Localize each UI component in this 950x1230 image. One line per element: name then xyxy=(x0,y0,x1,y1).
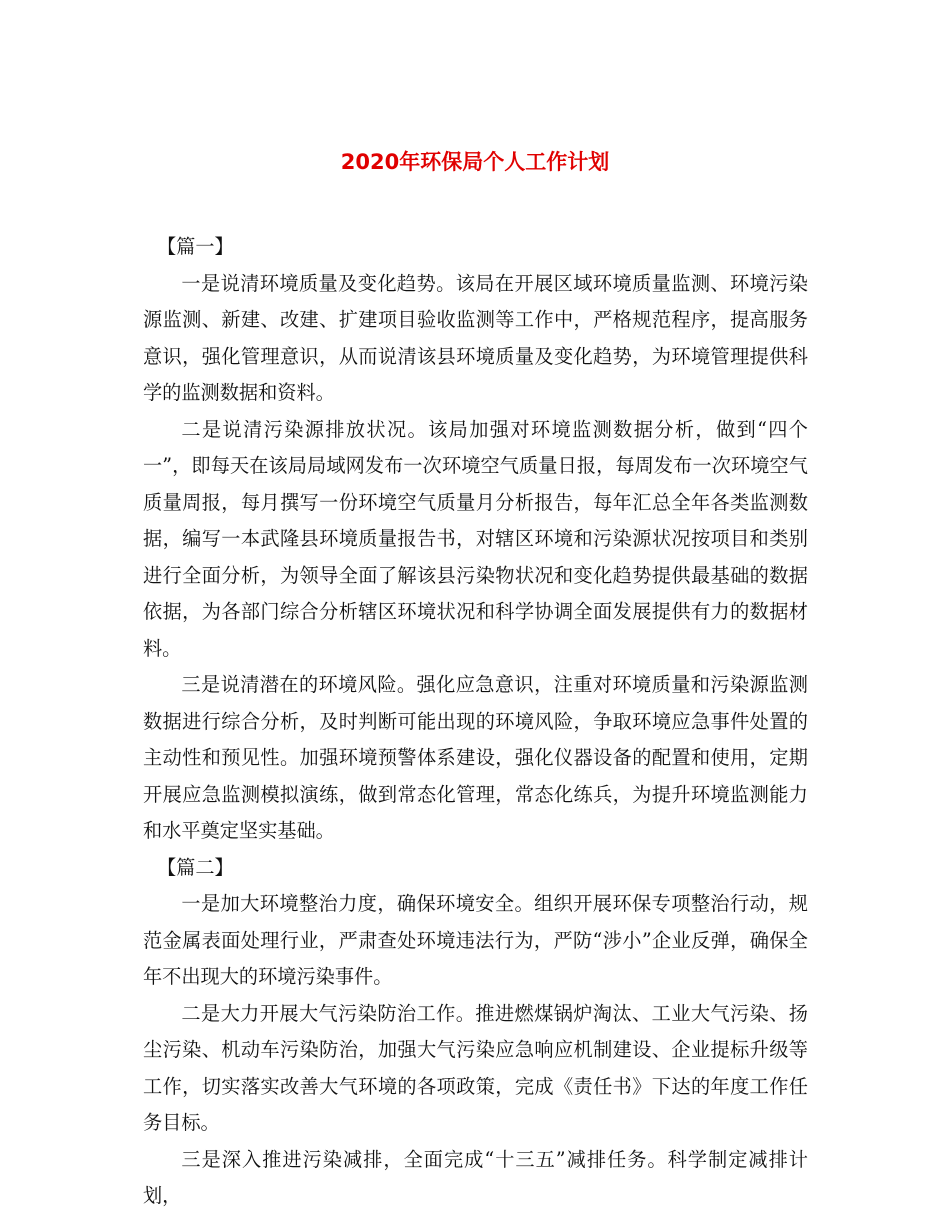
paragraph: 二是说清污染源排放状况。该局加强对环境监测数据分析，做到“四个一”，即每天在该局局域网发布一次环境空气质量日报，每周发布一次环境空气质量周报，每月撰写一份环境空气质量月分析报告，每年汇总全年各类监测数据，编写一本武隆县环境质量报告书，对辖区环境和污染源状况按项目和类别进行全面分析，为领导全面了解该县污染物状况和变化趋势提供最基础的数据依据，为各部门综合分析辖区环境状况和科学协调全面发展提供有力的数据材料。 xyxy=(143,417,808,660)
paragraph: 三是深入推进污染减排，全面完成“十三五”减排任务。科学制定减排计划， xyxy=(143,1147,808,1207)
document-title: 2020年环保局个人工作计划 xyxy=(340,150,610,174)
paragraph: 一是说清环境质量及变化趋势。该局在开展区域环境质量监测、环境污染源监测、新建、改建、扩建项目验收监测等工作中，严格规范程序，提高服务意识，强化管理意识，从而说清该县环境质量及变化趋势，为环境管理提供科学的监测数据和资料。 xyxy=(143,271,808,404)
section-1 xyxy=(143,229,808,850)
section-heading: 【篇二】 xyxy=(157,855,234,879)
section-heading: 【篇一】 xyxy=(157,235,234,258)
paragraph: 一是加大环境整治力度，确保环境安全。组织开展环保专项整治行动，规范金属表面处理行业，严肃查处环境违法行为，严防“涉小”企业反弹，确保全年不出现大的环境污染事件。 xyxy=(143,892,808,988)
section-2 xyxy=(143,850,808,1215)
paragraph: 二是大力开展大气污染防治工作。推进燃煤锅炉淘汰、工业大气污染、扬尘污染、机动车污染防治，加强大气污染应急响应机制建设、企业提标升级等工作，切实落实改善大气环境的各项政策，完成《责任书》下达的年度工作任务目标。 xyxy=(143,1001,808,1134)
paragraph: 三是说清潜在的环境风险。强化应急意识，注重对环境质量和污染源监测数据进行综合分析，及时判断可能出现的环境风险，争取环境应急事件处置的主动性和预见性。加强环境预警体系建设，强化仪器设备的配置和使用，定期开展应急监测模拟演练，做到常态化管理，常态化练兵，为提升环境监测能力和水平奠定坚实基础。 xyxy=(143,673,808,842)
document-body xyxy=(143,229,808,1215)
